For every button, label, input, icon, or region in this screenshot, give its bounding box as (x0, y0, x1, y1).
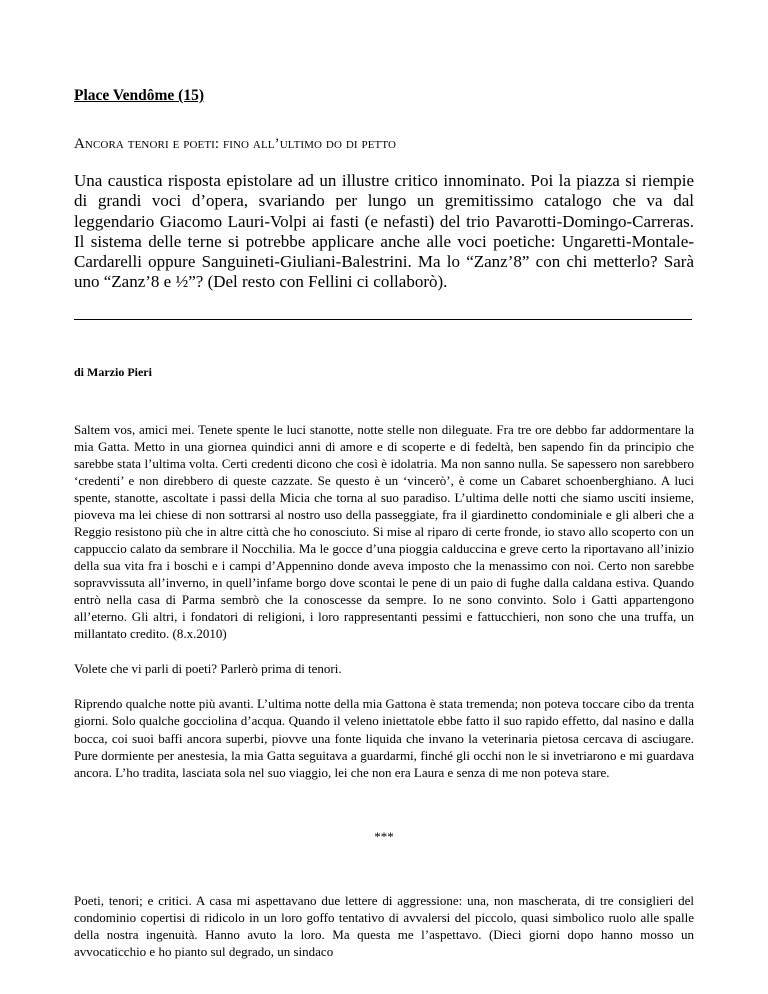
horizontal-rule (74, 319, 692, 320)
document-title: Place Vendôme (15) (74, 87, 205, 104)
lead-paragraph: Una caustica risposta epistolare ad un illustre critico innominato. Poi la piazza si riempie di grandi voci d’opera, svariando per lungo un gremitissimo catalogo che va dal leggendario Giacomo Lauri-Volpi ai fasti (e nefasti) del trio Pavarotti-Domingo-Carreras. Il sistema delle terne si potrebbe applicare anche alle voci poetiche: Ungaretti-Montale-Cardarelli oppure Sanguineti-Giuliani-Balestrini. Ma lo “Zanz’8” con chi metterlo? Sarà uno “Zanz’8 e ½”? (Del resto con Fellini ci collaborò). (74, 171, 694, 292)
document-subtitle: Ancora tenori e poeti: fino all’ultimo do di petto (74, 136, 397, 152)
document-page (74, 86, 694, 960)
body-paragraph-1: Saltem vos, amici mei. Tenete spente le luci stanotte, notte stelle non dileguate. Fra tre ore debbo far addormentare la mia Gatta. Metto in una giornea quindici anni di amore e di scoperte e di fedeltà, ben sapendo fin da principio che sarebbe stata l’ultima volta. Certi credenti dicono che così è idolatria. Ma non sanno nulla. Se sapessero non sarebbero ‘credenti’ e non direbbero di queste cazzate. Se questo è un ‘vincerò’, è come un Cabaret schoenberghiano. A luci spente, stanotte, ascoltate i passi della Micia che torna al suo paradiso. L’ultima delle notti che siamo usciti insieme, pioveva ma lei chiese di non sottrarsi al nostro uso della passeggiate, fra il giardinetto condominiale e gli alberi che a Reggio resistono più che in altre città che ho conosciuto. Si mise al riparo di certe fronde, io stavo allo scoperto con un cappuccio calato da sembrare il Nocchilia. Ma le gocce d’una pioggia calduccina e greve certo la riportavano all’inizio della sua vita fra i boschi e i campi d’Appennino donde aveva imposto che la menassimo con noi. Certo non sarebbe sopravvissuta all’inverno, in quell’infame borgo dove scontai le pene di un paio di fughe dalla caldana estiva. Quando entrò nella casa di Parma sembrò che la conoscesse da sempre. Io ne sono convinto. Solo i Gatti appartengono all’eterno. Gli altri, i fondatori di religioni, i loro rappresentanti pessimi e fattucchieri, non sono che una truffa, un millantato credito. (8.x.2010) (74, 421, 694, 642)
body-paragraph-3: Riprendo qualche notte più avanti. L’ultima notte della mia Gattona è stata tremenda; non poteva toccare cibo da trenta giorni. Solo qualche gocciolina d’acqua. Quando il veleno iniettatole ebbe fatto il suo rapido effetto, dal nasino e dalla bocca, coi suoi baffi ancora superbi, piovve una fonte liquida che invano la veterinaria pietosa cercava di asciugare. Pure dormiente per anestesia, la mia Gatta seguitava a guardarmi, finché gli occhi non le si invetriarono e mi guardava ancora. L’ho tradita, lasciata sola nel suo viaggio, lei che non era Laura e senza di me non poteva stare. (74, 696, 694, 780)
body-paragraph-4: Poeti, tenori; e critici. A casa mi aspettavano due lettere di aggressione: una, non mascherata, di tre consiglieri del condominio copertisi di ridicolo in un loro goffo tentativo di avvalersi del piccolo, quasi simbolico ruolo alle spalle della nostra ingenuità. Hanno avuto la loro. Ma questa me l’aspettavo. (Dieci giorni dopo hanno mosso un avvocaticchio e ho pianto sul degrado, un sindaco (74, 892, 694, 959)
author-byline: di Marzio Pieri (74, 364, 152, 379)
section-separator: *** (374, 828, 394, 844)
body-paragraph-2: Volete che vi parli di poeti? Parlerò prima di tenori. (74, 661, 342, 677)
